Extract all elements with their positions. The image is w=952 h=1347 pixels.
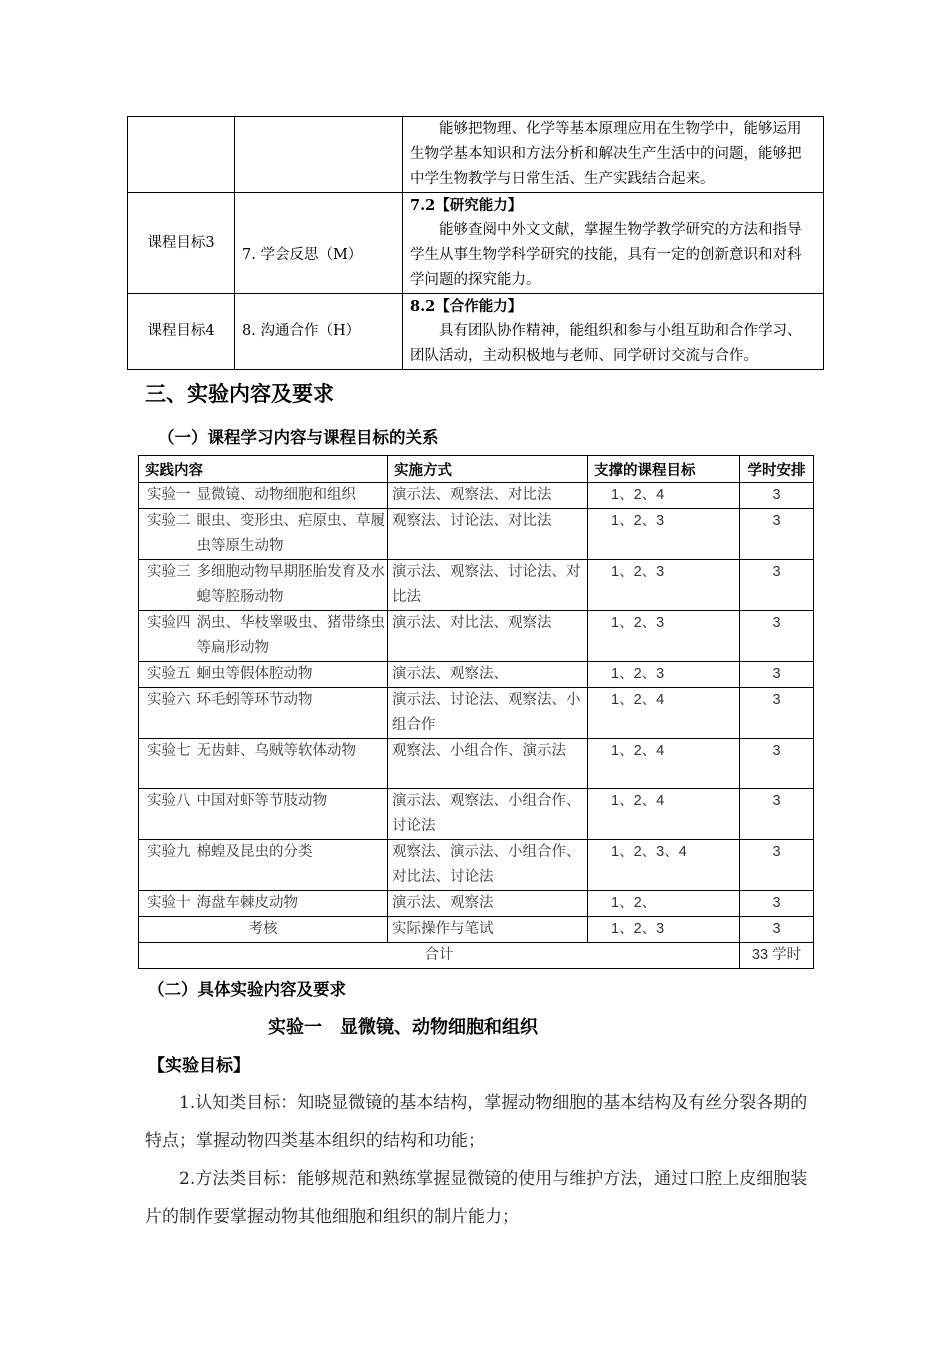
experiment-number: 实验七	[147, 743, 191, 759]
hours-cell: 3	[740, 560, 814, 611]
table-row-exam	[139, 917, 814, 943]
experiment-name: 环毛蚓等环节动物	[196, 692, 313, 708]
column-header: 学时安排	[740, 456, 814, 483]
experiment-number: 实验十	[147, 895, 191, 911]
requirement-cell	[235, 117, 403, 193]
subsection-title: （二）具体实验内容及要求	[148, 980, 346, 999]
paragraph	[145, 1160, 815, 1236]
targets-cell: 1、2、3	[588, 662, 740, 688]
indicator-cell	[403, 193, 824, 294]
experiment-number: 实验二	[147, 513, 191, 529]
experiment-name-cell	[139, 611, 388, 662]
table-row	[139, 611, 814, 662]
table-row	[139, 739, 814, 789]
exam-hours: 3	[740, 917, 814, 943]
indicator-heading: 7.2【研究能力】	[410, 197, 523, 214]
table-row	[139, 483, 814, 509]
experiment-name-cell	[139, 688, 388, 739]
experiment-name-cell	[139, 739, 388, 789]
indicator-text: 具有团队协作精神，能组织和参与小组互助和合作学习、团队活动，主动积极地与老师、同学研讨交流与合作。	[410, 323, 802, 364]
exam-method: 实际操作与笔试	[388, 917, 588, 943]
course-target-cell	[128, 117, 235, 193]
experiment-name-cell	[139, 789, 388, 840]
method-cell: 演示法、观察法、对比法	[388, 483, 588, 509]
indicator-text: 能够查阅中外文文献，掌握生物学教学研究的方法和指导学生从事生物学科学研究的技能，具有一定的创新意识和对科学问题的探究能力。	[410, 222, 802, 288]
total-label: 合计	[139, 943, 740, 969]
indicator-text: 能够把物理、化学等基本原理应用在生物学中，能够运用生物学基本知识和方法分析和解决生产生活中的问题，能够把中学生物教学与日常生活、生产实践结合起来。	[410, 121, 802, 187]
table-row	[139, 891, 814, 917]
hours-cell: 3	[740, 483, 814, 509]
experiment-number: 实验六	[147, 692, 191, 708]
table-row	[139, 840, 814, 891]
course-target-cell: 课程目标3	[128, 193, 235, 294]
indicator-cell	[403, 117, 824, 193]
paragraph-text: 1.认知类目标：知晓显微镜的基本结构，掌握动物细胞的基本结构及有丝分裂各期的特点；掌握动物四类基本组织的结构和功能；	[145, 1093, 808, 1151]
hours-cell: 3	[740, 840, 814, 891]
subsection-title: （一）课程学习内容与课程目标的关系	[158, 428, 439, 447]
method-cell: 演示法、观察法、小组合作、讨论法	[388, 789, 588, 840]
experiment-name-cell	[139, 483, 388, 509]
targets-cell: 1、2、3、4	[588, 840, 740, 891]
total-hours: 33 学时	[740, 943, 814, 969]
method-cell: 演示法、观察法	[388, 891, 588, 917]
requirement-text: 7. 学会反思（M）	[242, 246, 363, 263]
experiment-name: 蛔虫等假体腔动物	[196, 666, 313, 682]
table-row	[139, 560, 814, 611]
table-row-total	[139, 943, 814, 969]
hours-cell: 3	[740, 891, 814, 917]
exam-targets: 1、2、3	[588, 917, 740, 943]
hours-cell: 3	[740, 611, 814, 662]
targets-cell: 1、2、4	[588, 688, 740, 739]
experiment-title: 实验一 显微镜、动物细胞和组织	[268, 1017, 538, 1038]
targets-cell: 1、2、4	[588, 739, 740, 789]
indicator-heading: 8.2【合作能力】	[410, 298, 523, 315]
experiment-name: 中国对虾等节肢动物	[196, 793, 327, 809]
table-row	[139, 688, 814, 739]
targets-cell: 1、2、4	[588, 789, 740, 840]
method-cell: 演示法、对比法、观察法	[388, 611, 588, 662]
course-target-cell: 课程目标4	[128, 294, 235, 370]
targets-cell: 1、2、4	[588, 483, 740, 509]
hours-cell: 3	[740, 662, 814, 688]
method-cell: 演示法、观察法、	[388, 662, 588, 688]
experiment-name: 海盘车棘皮动物	[196, 895, 298, 911]
table-row	[128, 294, 824, 370]
experiment-number: 实验九	[147, 844, 191, 860]
indicator-cell	[403, 294, 824, 370]
requirement-cell	[235, 193, 403, 294]
hours-cell: 3	[740, 739, 814, 789]
experiment-name-cell	[139, 840, 388, 891]
table-row	[139, 509, 814, 560]
targets-cell: 1、2、	[588, 891, 740, 917]
experiment-name: 眼虫、变形虫、疟原虫、草履虫等原生动物	[196, 513, 385, 554]
method-cell: 演示法、观察法、讨论法、对比法	[388, 560, 588, 611]
goal-heading: 【实验目标】	[148, 1056, 250, 1076]
section-title: 三、实验内容及要求	[145, 381, 334, 406]
experiment-name: 无齿蚌、乌贼等软体动物	[196, 743, 356, 759]
table-row	[128, 193, 824, 294]
table-row	[128, 117, 824, 193]
course-objective-table	[127, 116, 824, 370]
method-cell: 观察法、小组合作、演示法	[388, 739, 588, 789]
hours-cell: 3	[740, 688, 814, 739]
targets-cell: 1、2、3	[588, 560, 740, 611]
experiment-name: 涡虫、华枝睾吸虫、猪带绦虫等扁形动物	[196, 615, 385, 656]
hours-cell: 3	[740, 509, 814, 560]
experiment-name-cell	[139, 891, 388, 917]
column-header: 实施方式	[388, 456, 588, 483]
experiment-name-cell	[139, 560, 388, 611]
column-header: 实践内容	[139, 456, 388, 483]
hours-cell: 3	[740, 789, 814, 840]
experiment-number: 实验一	[147, 487, 191, 503]
experiment-number: 实验四	[147, 615, 191, 631]
method-cell: 演示法、讨论法、观察法、小组合作	[388, 688, 588, 739]
table-header-row	[139, 456, 814, 483]
experiment-number: 实验三	[147, 564, 191, 580]
experiment-table	[138, 455, 814, 969]
paragraph-text: 2.方法类目标：能够规范和熟练掌握显微镜的使用与维护方法，通过口腔上皮细胞装片的制作要掌握动物其他细胞和组织的制片能力；	[145, 1169, 808, 1227]
method-cell: 观察法、讨论法、对比法	[388, 509, 588, 560]
paragraph	[145, 1084, 815, 1160]
experiment-number: 实验八	[147, 793, 191, 809]
experiment-name-cell	[139, 662, 388, 688]
experiment-number: 实验五	[147, 666, 191, 682]
requirement-cell: 8. 沟通合作（H）	[235, 294, 403, 370]
column-header: 支撑的课程目标	[588, 456, 740, 483]
experiment-name: 多细胞动物早期胚胎发育及水螅等腔肠动物	[196, 564, 385, 605]
targets-cell: 1、2、3	[588, 611, 740, 662]
experiment-name: 显微镜、动物细胞和组织	[196, 487, 356, 503]
table-row	[139, 789, 814, 840]
experiment-name: 棉蝗及昆虫的分类	[196, 844, 313, 860]
exam-label: 考核	[139, 917, 388, 943]
table-row	[139, 662, 814, 688]
method-cell: 观察法、演示法、小组合作、对比法、讨论法	[388, 840, 588, 891]
experiment-name-cell	[139, 509, 388, 560]
targets-cell: 1、2、3	[588, 509, 740, 560]
